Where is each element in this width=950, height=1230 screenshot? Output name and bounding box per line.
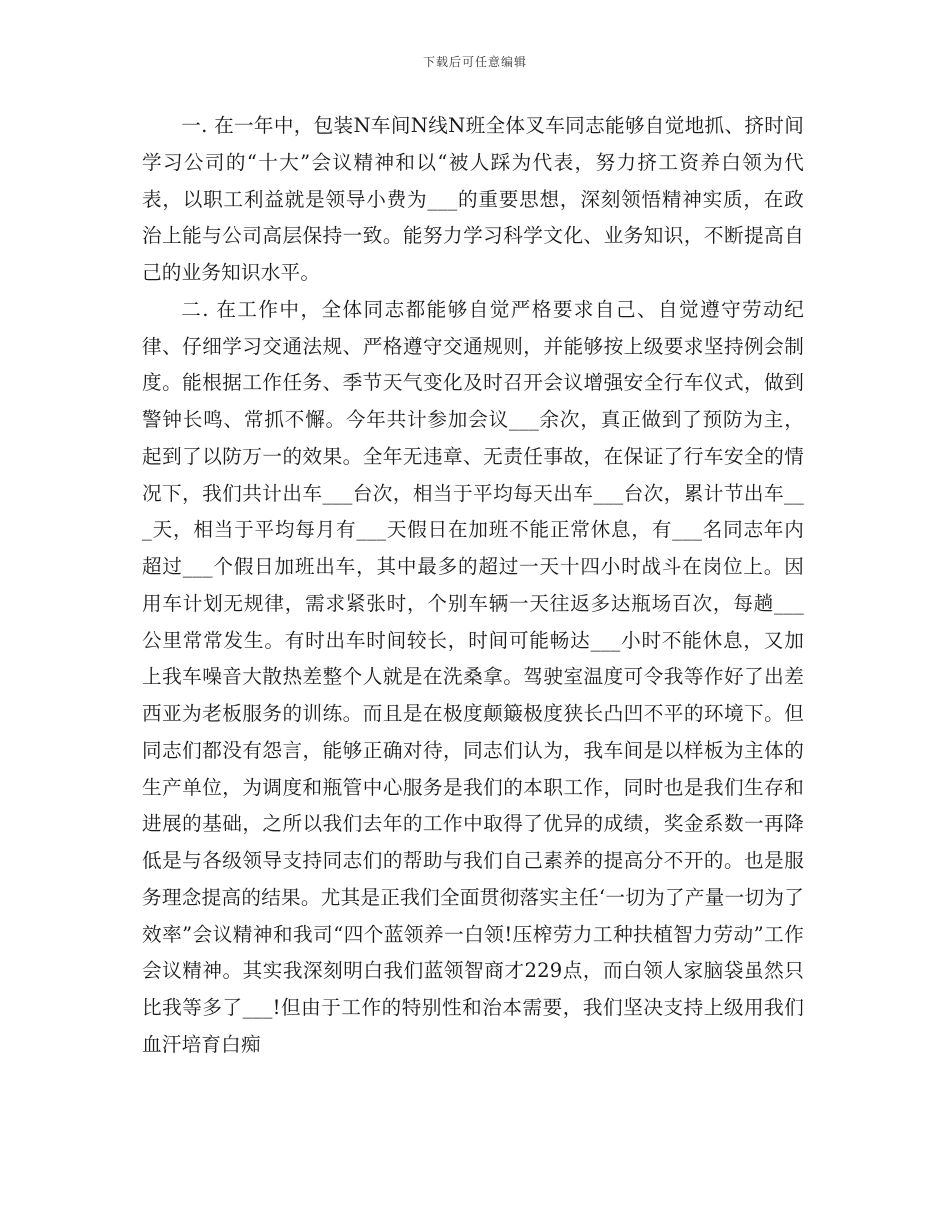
paragraph-1: 一. 在一年中，包装N车间N线N班全体叉车同志能够自觉地抓、挤时间学习公司的“十大”会议精神和以“被人踩为代表，努力挤工资养白领为代表，以职工利益就是领导小费为___的重要思想，深刻领悟精神实质，在政治上能与公司高层保持一致。能努力学习科学文化、业务知识，不断提高自己的业务知识水平。 bbox=[142, 114, 804, 284]
paragraph-2: 二. 在工作中，全体同志都能够自觉严格要求自己、自觉遵守劳动纪律、仔细学习交通法规、严格遵守交通规则，并能够按上级要求坚持例会制度。能根据工作任务、季节天气变化及时召开会议增强安全行车仪式，做到警钟长鸣、常抓不懈。今年共计参加会议___余次，真正做到了预防为主，起到了以防万一的效果。全年无违章、无责任事故，在保证了行车安全的情况下，我们共计出车___台次，相当于平均每天出车___台次，累计节出车___天，相当于平均每月有___天假日在加班不能正常休息，有___名同志年内超过___个假日加班出车，其中最多的超过一天十四小时战斗在岗位上。因用车计划无规律，需求紧张时，个别车辆一天往返多达瓶场百次，每趟___公里常常发生。有时出车时间较长，时间可能畅达___小时不能休息，又加上我车噪音大散热差整个人就是在洗桑拿。驾驶室温度可令我等作好了出差西亚为老板服务的训练。而且是在极度颠簸极度狭长凸凹不平的环境下。但同志们都没有怨言，能够正确对待，同志们认为，我车间是以样板为主体的生产单位，为调度和瓶管中心服务是我们的本职工作，同时也是我们生存和进展的基础，之所以我们去年的工作中取得了优异的成绩，奖金系数一再降低是与各级领导支持同志们的帮助与我们自己素养的提高分不开的。也是服务理念提高的结果。尤其是正我们全面贯彻落实主任‘一切为了产量一切为了效率”会议精神和我司“四个蓝领养一白领!压榨劳力工种扶植智力劳动”工作会议精神。其实我深刻明白我们蓝领智商才229点，而白领人家脑袋虽然只比我等多了___!但由于工作的特别性和治本需要，我们坚决支持上级用我们血汗培育白痴 bbox=[142, 297, 804, 1056]
document-body bbox=[142, 108, 804, 1064]
page-header: 下载后可任意编辑 bbox=[422, 55, 527, 69]
